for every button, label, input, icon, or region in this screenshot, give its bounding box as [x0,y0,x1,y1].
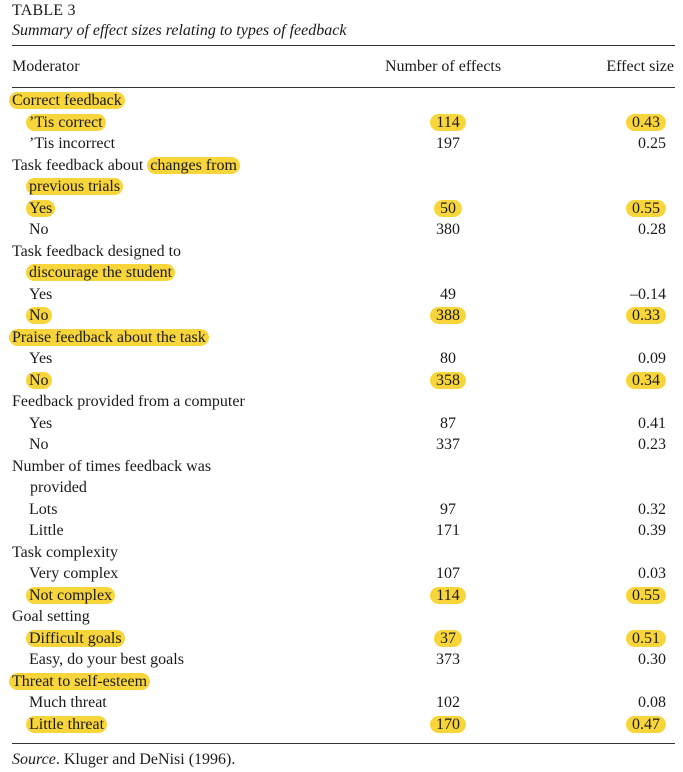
row-label-text: No [26,372,52,389]
row-label [29,585,115,606]
table-row [0,542,683,563]
table-row [0,198,683,219]
row-label [12,606,90,627]
row-count: 50 [434,200,462,217]
row-effect-size: 0.55 [626,587,666,604]
row-effect-size: 0.03 [638,565,666,582]
row-effect-cell [610,520,666,541]
row-label [29,714,107,735]
row-label [12,90,125,111]
header-effect-size: Effect size [606,58,674,75]
source-text: . Kluger and DeNisi (1996). [55,751,236,768]
row-label-text: Task complexity [12,543,118,561]
table-row [0,90,683,111]
row-count: 358 [430,372,466,389]
row-label-text: ’Tis correct [26,114,106,131]
row-label [29,692,107,713]
row-label [29,370,52,391]
top-rule [12,45,675,46]
row-label-text: Yes [26,200,55,217]
row-label [29,348,52,369]
row-label-text: Feedback provided from a computer [12,393,245,410]
table-row [0,649,683,670]
row-effect-cell [610,499,666,520]
source-note [12,750,235,770]
row-effect-cell [610,585,666,606]
header-number-of-effects: Number of effects [385,58,502,75]
row-count: 170 [430,716,466,733]
row-effect-cell [610,112,666,133]
row-count-cell [420,112,476,133]
row-label-text: Little [29,522,64,539]
table-row [0,348,683,369]
bottom-rule [12,743,675,744]
table-row [0,391,683,412]
row-count-cell [420,499,476,520]
table-row [0,585,683,606]
table-row [0,628,683,649]
row-label-text: provided [30,479,87,496]
row-label [29,628,125,649]
header-rule [12,87,675,88]
table-row [0,262,683,283]
table-row [0,413,683,434]
row-label [29,305,52,326]
row-count-cell [420,413,476,434]
row-count-cell [420,198,476,219]
row-label [29,520,64,541]
row-count-cell [420,284,476,305]
row-effect-size: 0.08 [638,694,666,711]
row-label [12,155,240,176]
row-effect-size: 0.47 [626,716,666,733]
row-count-cell [420,585,476,606]
row-count: 388 [430,307,466,324]
row-effect-cell [610,413,666,434]
table-row [0,606,683,627]
row-label [29,413,52,434]
table-row [0,520,683,541]
row-label-text: previous trials [26,178,123,195]
row-label [30,477,87,498]
row-count-cell [420,714,476,735]
source-label: Source [12,751,56,768]
row-effect-cell [610,692,666,713]
table-label: TABLE 3 [12,2,76,19]
row-effect-cell [610,305,666,326]
row-count: 37 [434,630,462,647]
row-label-text: Correct feedback [9,92,125,109]
row-count-cell [420,305,476,326]
row-effect-size: 0.28 [638,221,666,238]
row-effect-size: 0.25 [638,135,666,152]
row-effect-cell [610,434,666,455]
row-label-text: Yes [29,350,53,367]
row-label-text: Not complex [26,587,115,604]
row-label-text: Task feedback designed to [12,242,182,260]
table-caption: Summary of effect sizes relating to types of feedback [12,22,347,39]
row-count-cell [420,563,476,584]
row-label-text: Much threat [29,694,107,711]
row-label [12,241,181,262]
row-count: 97 [440,500,456,518]
row-effect-size: 0.51 [626,630,666,647]
row-effect-size: 0.43 [626,114,666,131]
row-label [29,198,55,219]
table-row [0,219,683,240]
row-effect-cell [610,219,666,240]
row-count: 380 [436,221,460,238]
table-row [0,370,683,391]
row-count-cell [420,219,476,240]
row-label [12,542,118,563]
row-count: 114 [430,587,465,604]
row-effect-size: 0.30 [638,651,666,668]
row-effect-cell [610,714,666,735]
row-label [29,112,106,133]
row-count-cell [420,520,476,541]
row-count: 102 [436,694,460,711]
row-effect-cell [610,370,666,391]
row-label-text: Threat to self-esteem [9,673,150,690]
row-label-text: No [29,221,49,238]
row-effect-size: 0.23 [638,436,666,453]
row-count-cell [420,692,476,713]
table-row [0,499,683,520]
row-label-text: Task feedback about [12,156,144,174]
row-label [29,262,175,283]
row-effect-size: 0.41 [638,414,666,432]
row-label [12,456,211,477]
row-effect-cell [610,348,666,369]
row-count-cell [420,628,476,649]
row-label [29,133,115,154]
row-label-text: No [26,307,52,324]
row-label-text: Very complex [29,565,119,582]
row-effect-size: 0.39 [638,522,666,539]
row-effect-size: 0.33 [626,307,666,324]
row-label [29,499,57,520]
row-label-text: Praise feedback about the task [9,329,209,346]
row-count-cell [420,348,476,369]
row-count: 171 [436,522,460,539]
row-label [29,219,49,240]
table-row [0,434,683,455]
row-effect-size: 0.34 [626,372,666,389]
table-row [0,692,683,713]
row-label-text: Easy, do your best goals [29,651,184,668]
table-row [0,284,683,305]
row-effect-cell [610,133,666,154]
row-label-text: No [29,436,49,453]
row-label-text: Difficult goals [26,630,125,647]
table-row [0,176,683,197]
row-label-text: Number of times feedback was [12,457,212,475]
row-effect-size: –0.14 [630,285,666,303]
table-row [0,327,683,348]
table-row [0,155,683,176]
header-moderator: Moderator [12,58,80,75]
row-label-text: Yes [29,285,53,303]
row-count: 197 [436,135,460,152]
row-label [29,176,123,197]
row-effect-cell [610,563,666,584]
table-row [0,133,683,154]
table-row [0,305,683,326]
row-label [29,284,52,305]
row-label [29,563,118,584]
table-row [0,563,683,584]
row-count-cell [420,434,476,455]
table-row [0,456,683,477]
row-count: 49 [440,285,456,303]
row-count: 373 [436,651,460,668]
row-effect-size: 0.55 [626,200,666,217]
row-count: 107 [436,565,460,582]
row-count: 337 [436,436,460,453]
row-count: 114 [430,114,465,131]
table-row [0,714,683,735]
row-label [12,671,150,692]
row-count-cell [420,649,476,670]
row-count: 87 [440,414,456,432]
row-label-text: Lots [29,500,58,518]
row-effect-cell [610,198,666,219]
row-label-text: Goal setting [12,608,90,625]
row-effect-cell [610,284,666,305]
row-effect-cell [610,649,666,670]
row-effect-size: 0.09 [638,350,666,367]
row-label [12,327,209,348]
table-row [0,112,683,133]
table-row [0,241,683,262]
row-label [12,391,245,412]
table-row [0,671,683,692]
row-count-cell [420,133,476,154]
row-count-cell [420,370,476,391]
row-label [29,434,49,455]
row-count: 80 [440,350,456,367]
row-label-highlight-text: changes from [147,157,240,174]
row-label-text: discourage the student [26,264,175,281]
row-label-text: Yes [29,414,53,432]
row-effect-size: 0.32 [638,500,666,518]
table-row [0,477,683,498]
row-effect-cell [610,628,666,649]
row-label-text: Little threat [26,716,107,733]
row-label [29,649,184,670]
row-label-text: ’Tis incorrect [29,135,116,152]
